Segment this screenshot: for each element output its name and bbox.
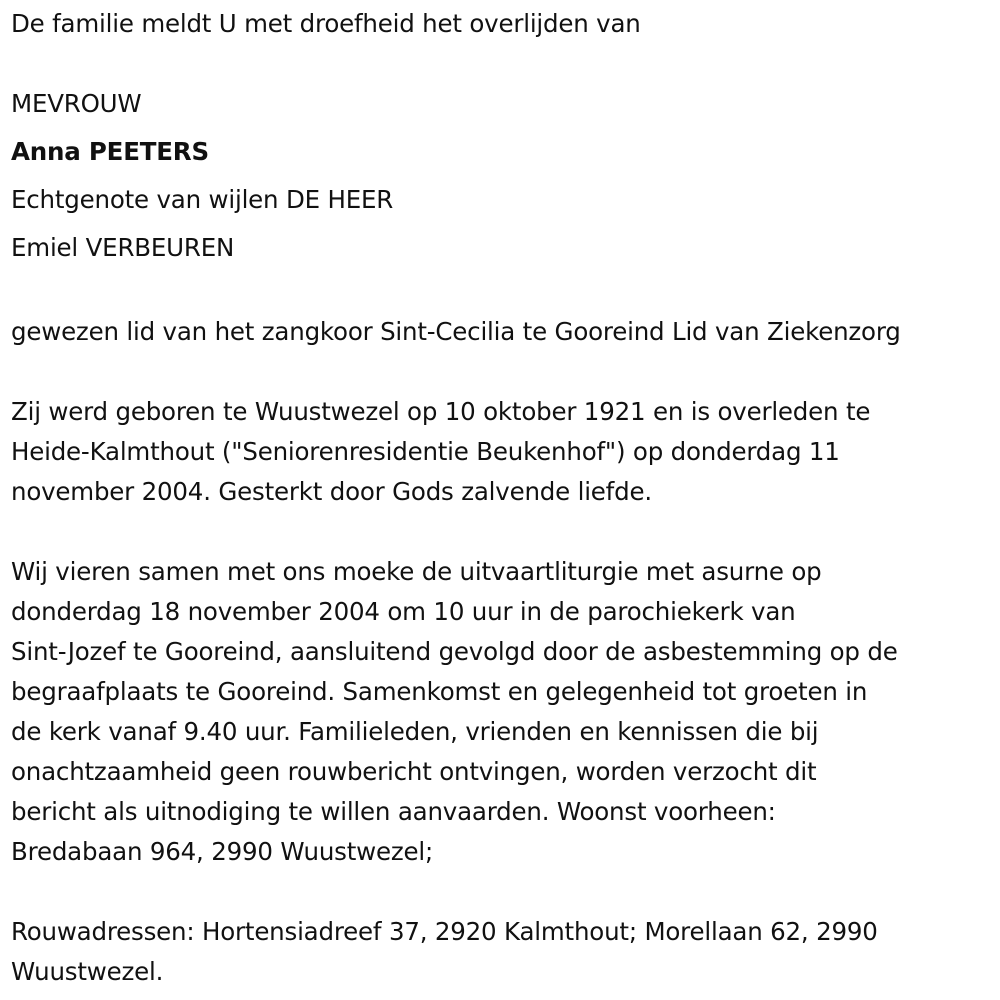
funeral-line: Bredabaan 964, 2990 Wuustwezel; <box>11 837 434 866</box>
spouse-line-1: Echtgenote van wijlen DE HEER <box>11 185 394 214</box>
funeral-line: begraafplaats te Gooreind. Samenkomst en gelegenheid tot groeten in <box>11 677 868 706</box>
condolence-line: Rouwadressen: Hortensiadreef 37, 2920 Kalmthout; Morellaan 62, 2990 <box>11 917 878 946</box>
spacer <box>11 872 1000 912</box>
birth-death-line: november 2004. Gesterkt door Gods zalvende liefde. <box>11 477 652 506</box>
funeral-line: bericht als uitnodiging te willen aanvaarden. Woonst voorheen: <box>11 797 776 826</box>
spacer <box>11 512 1000 552</box>
spacer <box>11 272 1000 312</box>
funeral-line: de kerk vanaf 9.40 uur. Familieleden, vrienden en kennissen die bij <box>11 717 819 746</box>
deceased-block <box>11 80 1000 272</box>
funeral-line: donderdag 18 november 2004 om 10 uur in de parochiekerk van <box>11 597 796 626</box>
deceased-name: Anna PEETERS <box>11 137 209 166</box>
condolence-line: Wuustwezel. <box>11 957 164 986</box>
funeral-line: onachtzaamheid geen rouwbericht ontvingen, worden verzocht dit <box>11 757 817 786</box>
spouse-line-2: Emiel VERBEUREN <box>11 233 235 262</box>
spacer <box>11 352 1000 392</box>
birth-death-line: Zij werd geboren te Wuustwezel op 10 oktober 1921 en is overleden te <box>11 397 871 426</box>
intro-text: De familie meldt U met droefheid het overlijden van <box>11 9 641 38</box>
birth-death-line: Heide-Kalmthout ("Seniorenresidentie Beukenhof") op donderdag 11 <box>11 437 840 466</box>
spacer <box>11 44 1000 84</box>
membership-text: gewezen lid van het zangkoor Sint-Cecilia te Gooreind Lid van Ziekenzorg <box>11 317 901 346</box>
birth-death-paragraph <box>11 392 1000 512</box>
deceased-title: MEVROUW <box>11 89 142 118</box>
funeral-line: Sint-Jozef te Gooreind, aansluitend gevolgd door de asbestemming op de <box>11 637 898 666</box>
membership-paragraph <box>11 312 1000 352</box>
condolence-paragraph <box>11 912 1000 992</box>
funeral-paragraph <box>11 552 1000 872</box>
funeral-line: Wij vieren samen met ons moeke de uitvaartliturgie met asurne op <box>11 557 822 586</box>
